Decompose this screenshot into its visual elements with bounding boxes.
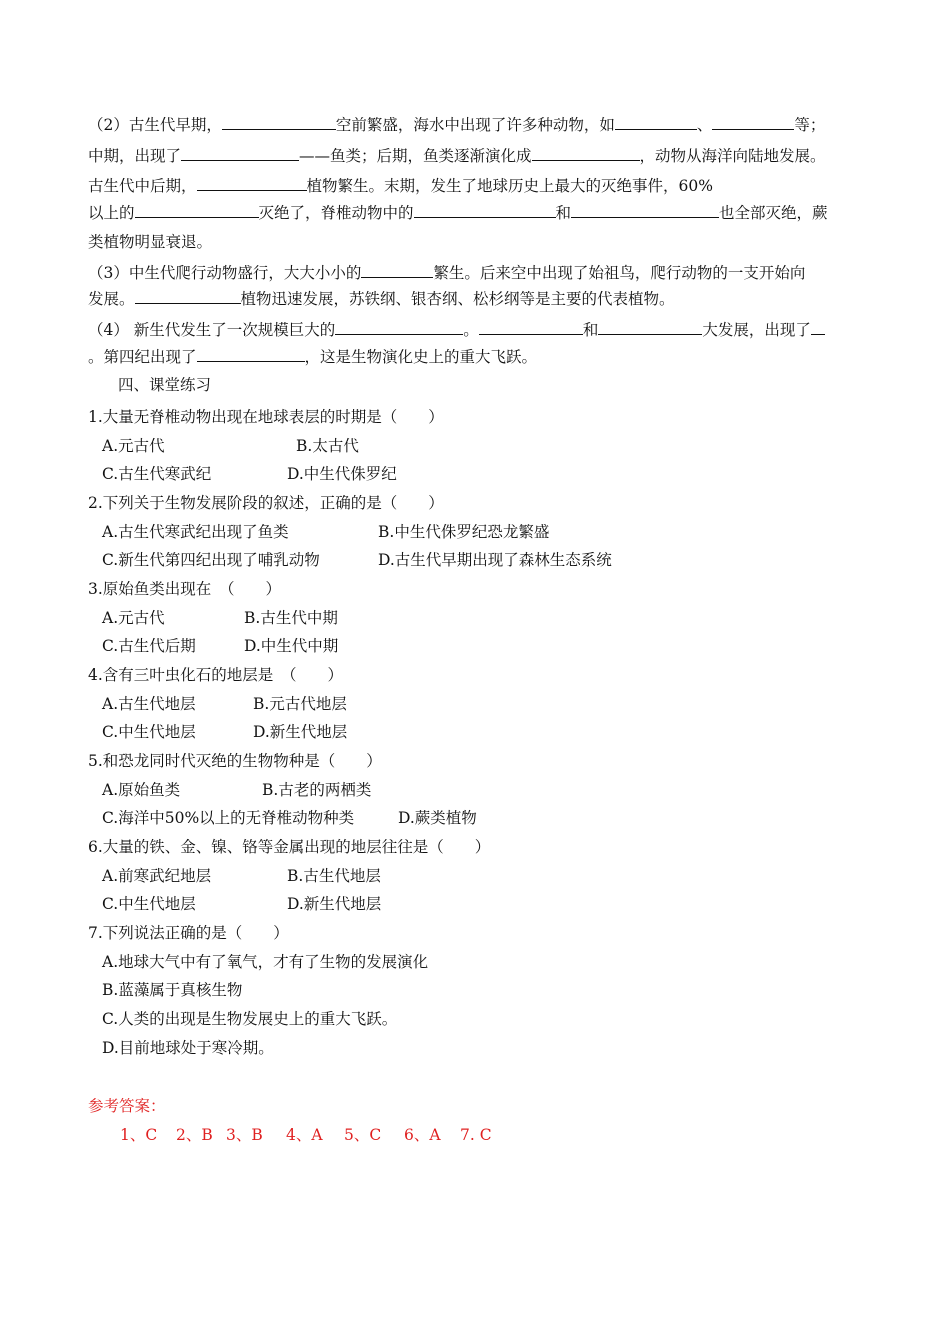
option[interactable]: D.蕨类植物 (398, 809, 477, 827)
option[interactable]: D.新生代地层 (253, 723, 348, 741)
fill-line-p4-1: （4） 新生代发生了一次规模巨大的 。 和 大发展，出现了 (88, 318, 825, 340)
option[interactable]: A.古生代地层 (102, 695, 196, 713)
option[interactable]: B.太古代 (296, 437, 359, 455)
blank[interactable] (571, 201, 719, 218)
option[interactable]: A.地球大气中有了氧气，才有了生物的发展演化 (102, 953, 429, 971)
fill-line-p2-5: 类植物明显衰退。 (88, 233, 213, 251)
answer-item: 3、B (226, 1126, 263, 1144)
fill-line-p3-2: 发展。 植物迅速发展，苏铁纲、银杏纲、松杉纲等是主要的代表植物。 (88, 287, 675, 309)
option[interactable]: B.古生代中期 (244, 609, 338, 627)
answer-item: 6、A (404, 1126, 441, 1144)
option[interactable]: D.中生代中期 (244, 637, 339, 655)
option[interactable]: D.新生代地层 (287, 895, 382, 913)
fill-line-p2-2: 中期，出现了 ——鱼类；后期，鱼类逐渐演化成 ，动物从海洋向陆地发展。 (88, 144, 826, 166)
blank[interactable] (479, 318, 583, 335)
question-stem: 4.含有三叶虫化石的地层是 （ ） (88, 666, 344, 684)
answer-item: 4、A (286, 1126, 323, 1144)
option[interactable]: A.古生代寒武纪出现了鱼类 (102, 523, 289, 541)
question-stem: 6.大量的铁、金、镍、铬等金属出现的地层往往是（ ） (88, 838, 491, 856)
fill-line-p3-1: （3）中生代爬行动物盛行，大大小小的 繁生。后来空中出现了始祖鸟，爬行动物的一支开始向 (88, 261, 805, 283)
question-stem: 5.和恐龙同时代灭绝的生物物种是（ ） (88, 752, 382, 770)
fill-line-p2-3: 古生代中后期， 植物繁生。末期，发生了地球历史上最大的灭绝事件，60% (88, 174, 713, 196)
option[interactable]: D.目前地球处于寒冷期。 (102, 1039, 274, 1057)
section-title: 四、课堂练习 (118, 376, 212, 394)
question-stem: 2.下列关于生物发展阶段的叙述，正确的是（ ） (88, 494, 444, 512)
question-stem: 7.下列说法正确的是（ ） (88, 924, 289, 942)
blank[interactable] (181, 144, 299, 161)
blank[interactable] (361, 261, 433, 278)
option[interactable]: C.人类的出现是生物发展史上的重大飞跃。 (102, 1010, 398, 1028)
blank[interactable] (135, 287, 241, 304)
option[interactable]: C.古生代后期 (102, 637, 196, 655)
fill-line-p2-1: （2）古生代早期， 空前繁盛，海水中出现了许多种动物，如 、 等； (88, 113, 825, 135)
blank[interactable] (532, 144, 640, 161)
option[interactable]: A.原始鱼类 (102, 781, 181, 799)
fill-line-p4-2: 。第四纪出现了 ，这是生物演化史上的重大飞跃。 (88, 345, 537, 367)
fill-line-p2-4: 以上的 灭绝了，脊椎动物中的 和 也全部灭绝，蕨 (88, 201, 828, 223)
option[interactable]: A.元古代 (102, 437, 165, 455)
option[interactable]: A.前寒武纪地层 (102, 867, 212, 885)
blank[interactable] (414, 201, 556, 218)
option[interactable]: C.古生代寒武纪 (102, 465, 212, 483)
answer-item: 2、B (176, 1126, 213, 1144)
blank[interactable] (811, 318, 825, 335)
option[interactable]: B.蓝藻属于真核生物 (102, 981, 243, 999)
option[interactable]: D.古生代早期出现了森林生态系统 (378, 551, 612, 569)
answer-item: 5、C (344, 1126, 382, 1144)
blank[interactable] (135, 201, 259, 218)
answer-item: 7. C (460, 1126, 492, 1144)
option[interactable]: C.中生代地层 (102, 723, 196, 741)
blank[interactable] (598, 318, 702, 335)
option[interactable]: B.元古代地层 (253, 695, 347, 713)
option[interactable]: B.中生代侏罗纪恐龙繁盛 (378, 523, 550, 541)
answer-key-title: 参考答案： (88, 1097, 166, 1115)
answer-item: 1、C (120, 1126, 158, 1144)
question-stem: 3.原始鱼类出现在 （ ） (88, 580, 282, 598)
blank[interactable] (712, 113, 794, 130)
option[interactable]: C.中生代地层 (102, 895, 196, 913)
blank[interactable] (222, 113, 336, 130)
option[interactable]: D.中生代侏罗纪 (287, 465, 397, 483)
question-stem: 1.大量无脊椎动物出现在地球表层的时期是（ ） (88, 408, 444, 426)
option[interactable]: B.古生代地层 (287, 867, 381, 885)
answer-key-items (120, 1125, 492, 1145)
option[interactable]: C.海洋中50%以上的无脊椎动物种类 (102, 809, 355, 827)
blank[interactable] (615, 113, 697, 130)
blank[interactable] (197, 345, 305, 362)
option[interactable]: B.古老的两栖类 (262, 781, 372, 799)
blank[interactable] (197, 174, 307, 191)
blank[interactable] (335, 318, 463, 335)
option[interactable]: A.元古代 (102, 609, 165, 627)
option[interactable]: C.新生代第四纪出现了哺乳动物 (102, 551, 320, 569)
